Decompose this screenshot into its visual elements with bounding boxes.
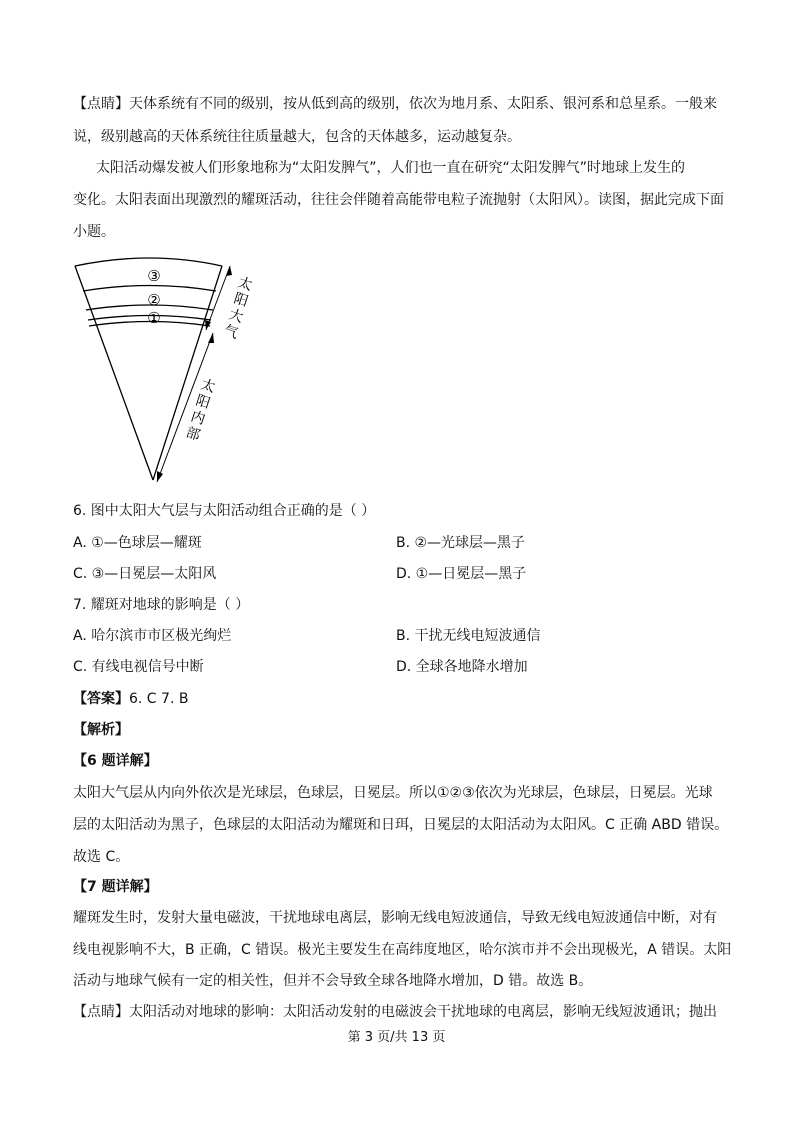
arrow-head-mid: [205, 320, 211, 330]
atmosphere-char-4: 气: [221, 322, 241, 343]
detail-7-line-3: 活动与地球气候有一定的相关性，但并不会导致全球各地降水增加，D 错。故选 B。: [73, 973, 593, 989]
question-7-option-d: D. 全球各地降水增加: [396, 659, 528, 675]
layer-3-label: ③: [147, 267, 161, 285]
question-6-option-b: B. ②—光球层—黑子: [396, 535, 526, 551]
question-6-option-c: C. ③—日冕层—太阳风: [73, 566, 217, 582]
question-6-option-a: A. ①—色球层—耀斑: [73, 535, 202, 551]
detail-7-line-2: 线电视影响不大，B 正确，C 错误。极光主要发生在高纬度地区，哈尔滨市并不会出现极光，A 错误。太阳: [73, 942, 732, 958]
question-7-option-c: C. 有线电视信号中断: [73, 659, 204, 675]
sun-structure-diagram: [70, 254, 260, 488]
outer-arc: [75, 258, 222, 266]
atmosphere-char-3: 大: [226, 306, 246, 327]
answer-line: [73, 689, 188, 709]
right-edge: [153, 266, 222, 480]
page-footer: 第 3 页/共 13 页: [347, 1030, 446, 1045]
interior-char-2: 阳: [193, 392, 213, 413]
question-6-stem: 6. 图中太阳大气层与太阳活动组合正确的是（ ）: [73, 503, 376, 519]
analysis-tag: 【解析】: [73, 722, 129, 738]
left-edge: [75, 266, 153, 480]
atmosphere-char-1: 太: [235, 274, 255, 295]
interior-char-1: 太: [198, 376, 218, 397]
detail-6-line-2: 层的太阳活动为黑子，色球层的太阳活动为耀斑和日珥，日冕层的太阳活动为太阳风。C 正确 ABD 错误。: [73, 817, 729, 833]
layer-2-label: ②: [147, 291, 161, 309]
question-7-option-b: B. 干扰无线电短波通信: [396, 628, 541, 644]
sun-sector-svg: [70, 254, 260, 488]
final-note-line: 【点睛】太阳活动对地球的影响：太阳活动发射的电磁波会干扰地球的电离层，影响无线短波通讯；抛出: [73, 1004, 717, 1020]
answer-text: 6. C 7. B: [129, 691, 189, 707]
note-line-2: 说，级别越高的天体系统往往质量越大，包含的天体越多，运动越复杂。: [73, 129, 521, 145]
detail-6-line-3: 故选 C。: [73, 849, 130, 865]
intro-line-1: 太阳活动爆发被人们形象地称为“太阳发脾气”，人们也一直在研究“太阳发脾气”时地球上发生的: [96, 160, 686, 176]
answer-tag: 【答案】: [73, 691, 129, 707]
detail-7-tag: 【7 题详解】: [73, 879, 158, 895]
detail-7-line-1: 耀斑发生时，发射大量电磁波，干扰地球电离层，影响无线电短波通信，导致无线电短波通信中断，对有: [73, 910, 717, 926]
detail-6-tag: 【6 题详解】: [73, 753, 158, 769]
note-line-1: 【点睛】天体系统有不同的级别，按从低到高的级别，依次为地月系、太阳系、银河系和总星系。一般来: [73, 96, 717, 112]
question-7-option-a: A. 哈尔滨市市区极光绚烂: [73, 628, 232, 644]
interior-char-4: 部: [183, 424, 203, 445]
interior-label: [184, 376, 218, 444]
arrow-head-mid2: [208, 333, 214, 343]
intro-line-3: 小题。: [73, 224, 115, 240]
interior-char-3: 内: [188, 408, 208, 429]
layer-1-label: ①: [147, 309, 161, 327]
intro-line-2: 变化。太阳表面出现激烈的耀斑活动，往往会伴随着高能带电粒子流抛射（太阳风）。读图，据此完成下面: [73, 192, 724, 208]
question-6-option-d: D. ①—日冕层—黑子: [396, 566, 527, 582]
question-7-stem: 7. 耀斑对地球的影响是（ ）: [73, 597, 250, 613]
atmosphere-char-2: 阳: [231, 290, 251, 311]
detail-6-line-1: 太阳大气层从内向外依次是光球层，色球层，日冕层。所以①②③依次为光球层，色球层，日冕层。光球: [73, 785, 713, 801]
arrow-head-bottom: [157, 471, 163, 482]
atmosphere-label: [222, 274, 255, 342]
